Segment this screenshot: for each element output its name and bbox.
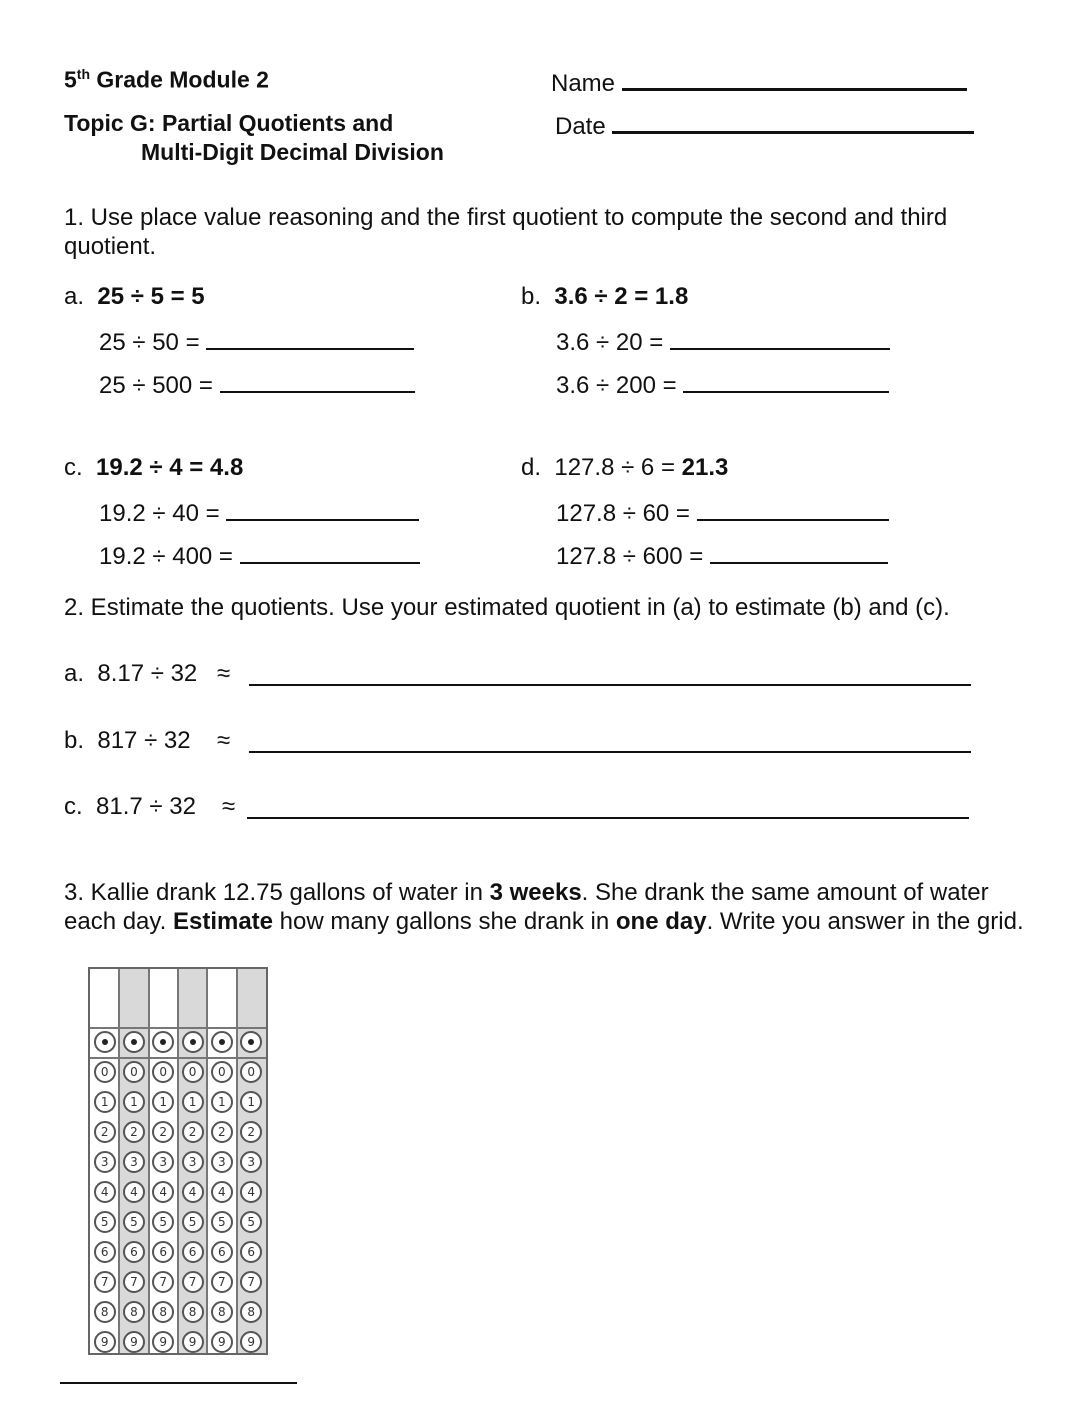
- digit-bubble[interactable]: 0: [240, 1061, 262, 1083]
- digit-bubble[interactable]: 5: [152, 1211, 174, 1233]
- q1a-given: a. 25 ÷ 5 = 5: [64, 283, 205, 310]
- digit-bubble[interactable]: 4: [94, 1181, 116, 1203]
- digit-bubble[interactable]: 2: [94, 1121, 116, 1143]
- decimal-dot-icon: [102, 1039, 108, 1045]
- decimal-dot-icon: [131, 1039, 137, 1045]
- digit-bubble[interactable]: 1: [123, 1091, 145, 1113]
- digit-bubble[interactable]: 6: [182, 1241, 204, 1263]
- q2-prompt: 2. Estimate the quotients. Use your estimated quotient in (a) to estimate (b) and (c).: [64, 594, 950, 621]
- digit-bubble[interactable]: 9: [152, 1331, 174, 1353]
- q2a-blank[interactable]: [249, 660, 971, 686]
- digit-bubble[interactable]: 1: [152, 1091, 174, 1113]
- q1a-blank-2[interactable]: [206, 326, 414, 350]
- bottom-rule: [60, 1382, 297, 1384]
- decimal-point-bubble[interactable]: [211, 1031, 233, 1053]
- q1a-blank-3[interactable]: [220, 369, 415, 393]
- date-label: Date: [555, 113, 606, 140]
- q1b-line2[interactable]: 3.6 ÷ 20 =: [556, 326, 890, 357]
- digit-bubble[interactable]: 5: [182, 1211, 204, 1233]
- digit-bubble[interactable]: 0: [152, 1061, 174, 1083]
- digit-bubble[interactable]: 4: [123, 1181, 145, 1203]
- digit-bubble[interactable]: 7: [211, 1271, 233, 1293]
- q2b-row[interactable]: b. 817 ÷ 32: [64, 727, 191, 754]
- topic-line-2: Multi-Digit Decimal Division: [141, 139, 444, 165]
- decimal-point-bubble[interactable]: [94, 1031, 116, 1053]
- digit-bubble[interactable]: 4: [152, 1181, 174, 1203]
- q1b-blank-2[interactable]: [670, 326, 890, 350]
- decimal-dot-icon: [190, 1039, 196, 1045]
- decimal-dot-icon: [160, 1039, 166, 1045]
- digit-bubble[interactable]: 9: [123, 1331, 145, 1353]
- digit-bubble[interactable]: 0: [94, 1061, 116, 1083]
- q1b-line3[interactable]: 3.6 ÷ 200 =: [556, 369, 889, 400]
- q1c-line3[interactable]: 19.2 ÷ 400 =: [99, 540, 420, 571]
- answer-grid[interactable]: [88, 967, 268, 1355]
- name-label: Name: [551, 70, 616, 97]
- q1-prompt: 1. Use place value reasoning and the first quotient to compute the second and third quotient.: [64, 204, 948, 260]
- digit-bubble[interactable]: 6: [94, 1241, 116, 1263]
- q1c-blank-2[interactable]: [226, 497, 419, 521]
- digit-bubble[interactable]: 3: [152, 1151, 174, 1173]
- digit-bubble[interactable]: 4: [240, 1181, 262, 1203]
- digit-bubble[interactable]: 3: [182, 1151, 204, 1173]
- digit-bubble[interactable]: 1: [240, 1091, 262, 1113]
- digit-bubble[interactable]: 3: [211, 1151, 233, 1173]
- q1a-line2[interactable]: 25 ÷ 50 =: [99, 326, 414, 357]
- digit-bubble[interactable]: 0: [182, 1061, 204, 1083]
- digit-bubble[interactable]: 3: [94, 1151, 116, 1173]
- digit-bubble[interactable]: 5: [240, 1211, 262, 1233]
- decimal-point-bubble[interactable]: [182, 1031, 204, 1053]
- digit-bubble[interactable]: 9: [94, 1331, 116, 1353]
- q1d-line2[interactable]: 127.8 ÷ 60 =: [556, 497, 889, 528]
- module-title: 5th Grade Module 2: [64, 66, 269, 93]
- digit-bubble[interactable]: 2: [123, 1121, 145, 1143]
- q1c-given: c. 19.2 ÷ 4 = 4.8: [64, 454, 244, 481]
- decimal-point-bubble[interactable]: [240, 1031, 262, 1053]
- q1d-blank-2[interactable]: [697, 497, 889, 521]
- digit-bubble[interactable]: 9: [182, 1331, 204, 1353]
- digit-bubble[interactable]: 1: [94, 1091, 116, 1113]
- digit-bubble[interactable]: 8: [240, 1301, 262, 1323]
- digit-bubble[interactable]: 1: [211, 1091, 233, 1113]
- digit-bubble[interactable]: 4: [182, 1181, 204, 1203]
- digit-bubble[interactable]: 5: [94, 1211, 116, 1233]
- digit-bubble[interactable]: 8: [211, 1301, 233, 1323]
- digit-bubble[interactable]: 6: [240, 1241, 262, 1263]
- name-field[interactable]: [551, 66, 967, 98]
- digit-bubble[interactable]: 8: [182, 1301, 204, 1323]
- q1d-line3[interactable]: 127.8 ÷ 600 =: [556, 540, 888, 571]
- q3-prompt: 3. Kallie drank 12.75 gallons of water in 3 weeks. She drank the same amount of water each day. Estimate how many gallons she drank in one day. Write you answer in the grid.: [64, 879, 1024, 935]
- digit-bubble[interactable]: 9: [240, 1331, 262, 1353]
- q2a-approx: ≈: [217, 660, 231, 687]
- q2b-approx: ≈: [217, 727, 231, 754]
- digit-bubble[interactable]: 7: [182, 1271, 204, 1293]
- digit-bubble[interactable]: 8: [152, 1301, 174, 1323]
- digit-bubble[interactable]: 2: [240, 1121, 262, 1143]
- q1a-line3[interactable]: 25 ÷ 500 =: [99, 369, 415, 400]
- digit-bubble[interactable]: 3: [240, 1151, 262, 1173]
- q1c-blank-3[interactable]: [240, 540, 420, 564]
- name-blank[interactable]: [622, 66, 967, 91]
- q2c-approx: ≈: [222, 793, 236, 820]
- digit-bubble[interactable]: 7: [94, 1271, 116, 1293]
- digit-bubble[interactable]: 8: [123, 1301, 145, 1323]
- decimal-dot-icon: [248, 1039, 254, 1045]
- digit-bubble[interactable]: 0: [123, 1061, 145, 1083]
- q2b-blank[interactable]: [249, 727, 971, 753]
- digit-bubble[interactable]: 7: [240, 1271, 262, 1293]
- q1d-given: d. 127.8 ÷ 6 = 21.3: [521, 454, 729, 481]
- grid-row-divider: [90, 1027, 266, 1029]
- decimal-dot-icon: [219, 1039, 225, 1045]
- digit-bubble[interactable]: 2: [211, 1121, 233, 1143]
- topic-line-1: Topic G: Partial Quotients and: [64, 110, 394, 136]
- digit-bubble[interactable]: 0: [211, 1061, 233, 1083]
- q2c-row[interactable]: c. 81.7 ÷ 32: [64, 793, 196, 820]
- digit-bubble[interactable]: 7: [152, 1271, 174, 1293]
- date-blank[interactable]: [612, 109, 974, 134]
- q1b-given: b. 3.6 ÷ 2 = 1.8: [521, 283, 689, 310]
- q1d-blank-3[interactable]: [710, 540, 888, 564]
- digit-bubble[interactable]: 2: [152, 1121, 174, 1143]
- digit-bubble[interactable]: 5: [211, 1211, 233, 1233]
- q1c-line2[interactable]: 19.2 ÷ 40 =: [99, 497, 419, 528]
- digit-bubble[interactable]: 3: [123, 1151, 145, 1173]
- digit-bubble[interactable]: 2: [182, 1121, 204, 1143]
- digit-bubble[interactable]: 6: [211, 1241, 233, 1263]
- digit-bubble[interactable]: 6: [123, 1241, 145, 1263]
- q2c-blank[interactable]: [247, 793, 969, 819]
- date-field[interactable]: [555, 109, 974, 141]
- digit-bubble[interactable]: 5: [123, 1211, 145, 1233]
- digit-bubble[interactable]: 4: [211, 1181, 233, 1203]
- digit-bubble[interactable]: 1: [182, 1091, 204, 1113]
- digit-bubble[interactable]: 7: [123, 1271, 145, 1293]
- grid-row-divider: [90, 1057, 266, 1059]
- q1b-blank-3[interactable]: [683, 369, 889, 393]
- decimal-point-bubble[interactable]: [123, 1031, 145, 1053]
- digit-bubble[interactable]: 8: [94, 1301, 116, 1323]
- digit-bubble[interactable]: 9: [211, 1331, 233, 1353]
- digit-bubble[interactable]: 6: [152, 1241, 174, 1263]
- q2a-row[interactable]: a. 8.17 ÷ 32: [64, 660, 198, 687]
